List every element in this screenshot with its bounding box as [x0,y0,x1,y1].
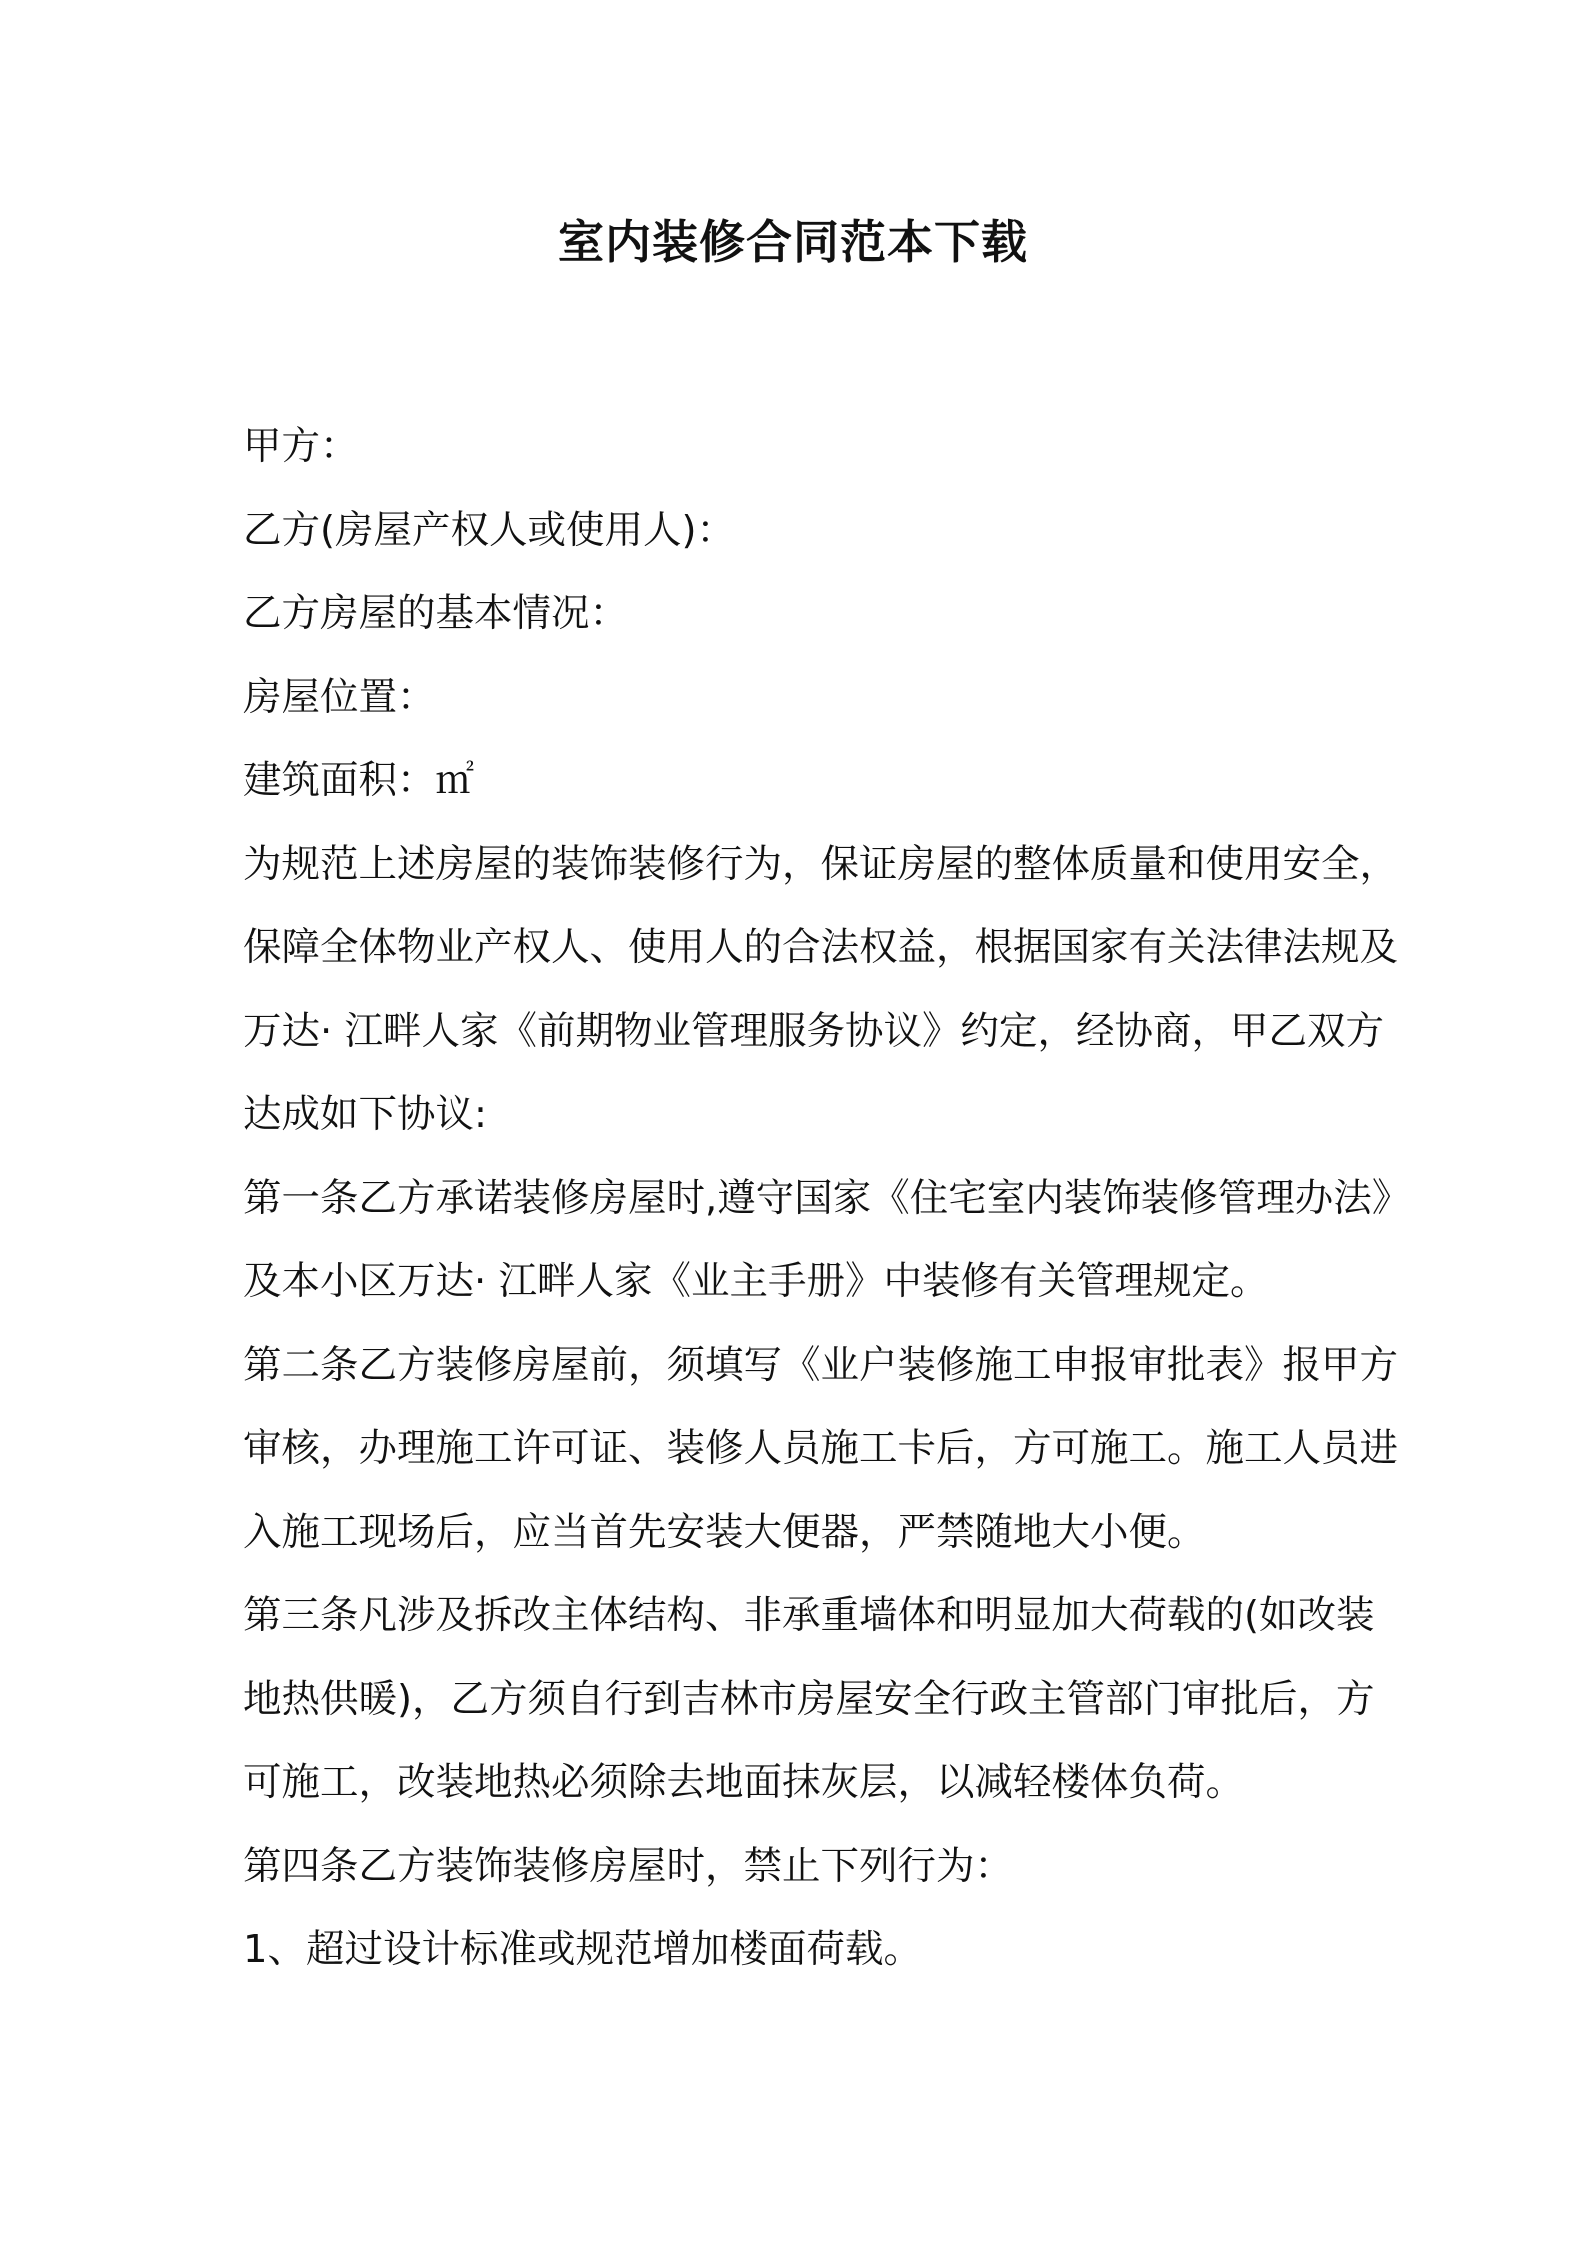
article-1-line-2: 及本小区万达· 江畔人家《业主手册》中装修有关管理规定。 [243,1259,1269,1304]
preamble-line-2: 保障全体物业产权人、使用人的合法权益，根据国家有关法律法规及 [243,925,1399,970]
article-3-line-1: 第三条凡涉及拆改主体结构、非承重墙体和明显加大荷载的(如改装 [243,1593,1375,1638]
document-body [243,405,1411,1992]
party-b-line: 乙方(房屋产权人或使用人)： [243,507,736,553]
preamble-line-4: 达成如下协议: [243,1092,487,1137]
house-info-heading: 乙方房屋的基本情况： [243,591,629,636]
building-area-line: 建筑面积：㎡ [243,758,475,803]
preamble-line-3: 万达· 江畔人家《前期物业管理服务协议》约定，经协商，甲乙双方 [243,1008,1384,1054]
article-3-line-2: 地热供暖)，乙方须自行到吉林市房屋安全行政主管部门审批后，方 [243,1676,1375,1722]
document-title: 室内装修合同范本下载 [558,215,1028,269]
house-location-line: 房屋位置： [243,674,436,720]
article-4-item-1: 1、超过设计标准或规范增加楼面荷载。 [243,1927,922,1972]
preamble-line-1: 为规范上述房屋的装饰装修行为，保证房屋的整体质量和使用安全， [243,841,1399,887]
article-3-line-3: 可施工，改装地热必须除去地面抹灰层，以减轻楼体负荷。 [243,1760,1245,1805]
article-2-line-1: 第二条乙方装修房屋前，须填写《业户装修施工申报审批表》报甲方 [243,1342,1399,1388]
article-2-line-2: 审核，办理施工许可证、装修人员施工卡后，方可施工。施工人员进 [243,1426,1399,1471]
article-4-line-1: 第四条乙方装饰装修房屋时，禁止下列行为： [243,1843,1014,1889]
article-2-line-3: 入施工现场后，应当首先安装大便器，严禁随地大小便。 [243,1509,1206,1555]
party-a-line: 甲方： [243,424,359,469]
article-1-line-1: 第一条乙方承诺装修房屋时,遵守国家《住宅室内装饰装修管理办法》 [243,1175,1411,1221]
